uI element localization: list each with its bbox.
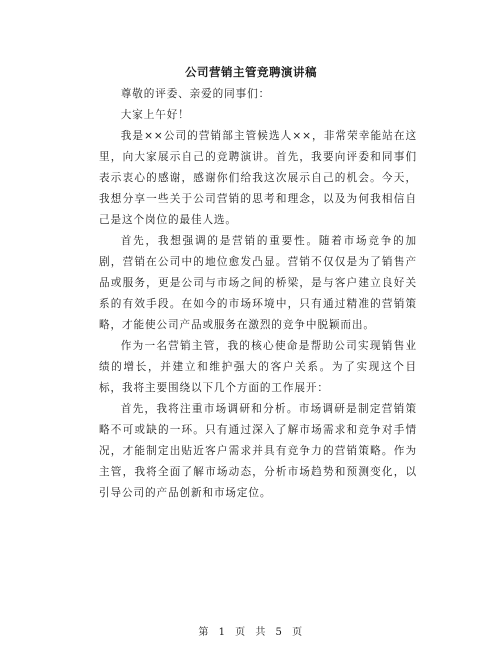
- footer-label-total-suffix: 页: [292, 627, 304, 638]
- paragraph-introduction: 我是××公司的营销部主管候选人××，非常荣幸能站在这里，向大家展示自己的竞聘演讲。首先，我要向评委和同事们表示衷心的感谢，感谢你们给我这次展示自己的机会。今天，我想分享一些关于公司营销的思考和理念，以及为何我相信自己是这个岗位的最佳人选。: [99, 130, 417, 226]
- footer-page-total: 5: [275, 627, 284, 638]
- paragraph-mission: 作为一名营销主管，我的核心使命是帮助公司实现销售业绩的增长，并建立和维护强大的客户关系。为了实现这个目标，我将主要围绕以下几个方面的工作展开：: [99, 340, 417, 394]
- footer-page-current: 1: [218, 627, 227, 638]
- footer-label-prefix: 第: [198, 627, 210, 638]
- footer-label-total-prefix: 共: [255, 627, 267, 638]
- document-body: [99, 84, 417, 504]
- footer-label-page: 页: [235, 627, 247, 638]
- paragraph-importance: 首先，我想强调的是营销的重要性。随着市场竞争的加剧，营销在公司中的地位愈发凸显。营销不仅仅是为了销售产品或服务，更是公司与市场之间的桥梁，是与客户建立良好关系的有效手段。在如今的市场环境中，只有通过精准的营销策略，才能使公司产品或服务在激烈的竞争中脱颖而出。: [99, 235, 417, 331]
- paragraph-market-research: 首先，我将注重市场调研和分析。市场调研是制定营销策略不可或缺的一环。只有通过深入了解市场需求和竞争对手情况，才能制定出贴近客户需求并具有竞争力的营销策略。作为主管，我将全面了解市场动态，分析市场趋势和预测变化，以引导公司的产品创新和市场定位。: [99, 403, 417, 499]
- salutation: 尊敬的评委、亲爱的同事们：: [120, 88, 271, 100]
- document-title: 公司营销主管竞聘演讲稿: [185, 65, 317, 79]
- page-footer: [0, 626, 502, 640]
- greeting: 大家上午好！: [120, 109, 190, 121]
